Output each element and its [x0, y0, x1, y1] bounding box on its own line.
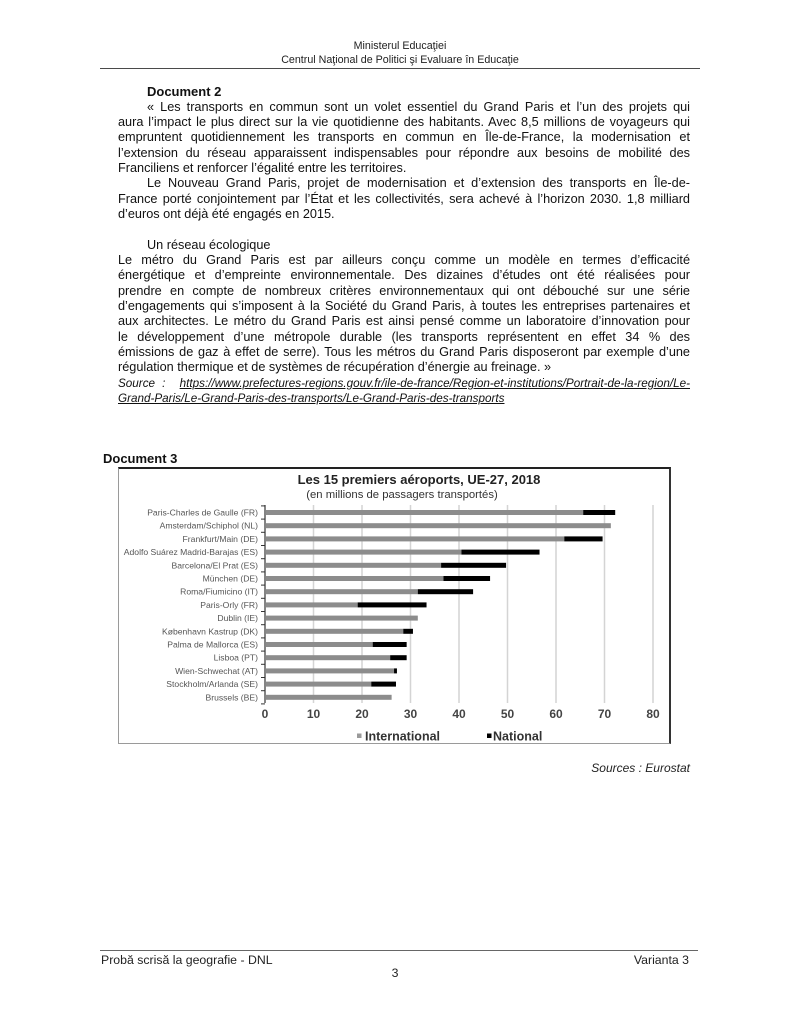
bar-international	[266, 523, 611, 528]
category-label: Lisboa (PT)	[213, 652, 258, 663]
paragraph-2	[118, 176, 690, 222]
category-label: Paris-Charles de Gaulle (FR)	[147, 507, 258, 518]
text-line: aux architectes. Le métro du Grand Paris est ainsi pensé comme un laboratoire d’innovation pour	[118, 314, 690, 329]
bar-national	[403, 629, 413, 634]
source-line	[118, 376, 690, 391]
document-2	[118, 84, 690, 406]
airports-bar-chart	[118, 467, 671, 744]
bar-international	[266, 510, 583, 515]
category-label: Barcelona/El Prat (ES)	[171, 560, 258, 571]
footer-variant: Varianta 3	[633, 953, 689, 967]
bar-international	[266, 616, 418, 621]
source-link-continued[interactable]: Grand-Paris/Le-Grand-Paris-des-transports/Le-Grand-Paris-des-transports	[118, 392, 505, 406]
bar-national	[418, 589, 473, 594]
category-label: Amsterdam/Schiphol (NL)	[159, 520, 258, 531]
x-tick-label: 50	[500, 707, 515, 721]
chart-subtitle: (en millions de passagers transportés)	[306, 489, 498, 501]
bar-national	[564, 536, 602, 541]
legend-label-national: National	[493, 729, 543, 744]
text-line: le développement d’une métropole durable (les transports représentent en effet 34 % des	[118, 329, 690, 344]
text-line: d’euros ont déjà été engagés en 2015.	[118, 207, 335, 222]
legend-swatch-national	[487, 734, 492, 739]
bar-international	[266, 563, 441, 568]
legend-label-international: International	[365, 729, 441, 744]
bar-international	[266, 576, 444, 581]
text-line: émissions de gaz à effet de serre). Tous les métros du Grand Paris disposeront par exemple d’une	[118, 345, 690, 360]
bar-national	[390, 655, 406, 660]
header-center: Centrul Naţional de Politici şi Evaluare în Educaţie	[281, 54, 519, 66]
bar-international	[266, 589, 418, 594]
bar-national	[373, 642, 407, 647]
text-line: Franciliens et renforcer l’égalité entre les territoires.	[118, 161, 407, 176]
blank-line	[118, 222, 690, 237]
category-label: Paris-Orly (FR)	[200, 599, 258, 610]
bar-international	[266, 695, 392, 700]
x-tick-label: 70	[597, 707, 612, 721]
bar-national	[371, 682, 396, 687]
bar-international	[266, 682, 371, 687]
text-line: prendre en compte de nombreux critères environnementaux qui ont débouché sur une série	[118, 283, 690, 298]
chart-title: Les 15 premiers aéroports, UE-27, 2018	[297, 472, 541, 487]
chart-source: Sources : Eurostat	[591, 761, 690, 775]
header-ministry: Ministerul Educaţiei	[353, 40, 447, 52]
bar-international	[266, 602, 358, 607]
category-label: Roma/Fiumicino (IT)	[180, 586, 258, 597]
x-tick-label: 0	[261, 707, 269, 721]
text-line: énergétique et d’empreinte environnementale. Des dizaines d’études ont été réalisées pour	[118, 268, 690, 283]
x-tick-label: 10	[306, 707, 321, 721]
document-3-title: Document 3	[103, 451, 178, 466]
bar-national	[394, 668, 397, 673]
category-label: København Kastrup (DK)	[161, 626, 258, 637]
text-line: d’engagements qui s’imposent à la Société du Grand Paris, à toutes les entreprises partenaires et	[118, 299, 690, 314]
header-divider	[100, 68, 700, 69]
text-line: Le Nouveau Grand Paris, projet de modernisation et d’extension des transports en Île-de-	[147, 176, 690, 191]
x-tick-label: 30	[403, 707, 418, 721]
category-label: München (DE)	[202, 573, 258, 584]
bar-national	[583, 510, 615, 515]
category-label: Stockholm/Arlanda (SE)	[166, 679, 258, 690]
text-line: Le métro du Grand Paris est par ailleurs conçu comme un modèle en termes d’efficacité	[118, 253, 690, 268]
source-link[interactable]: https://www.prefectures-regions.gouv.fr/ile-de-france/Region-et-institutions/Portrait-de-la-region/Le-	[179, 376, 690, 390]
paragraph-3	[118, 253, 690, 376]
page-number: 3	[391, 966, 399, 980]
x-tick-label: 80	[646, 707, 660, 721]
source-label: Source :	[118, 376, 166, 390]
bar-international	[266, 668, 394, 673]
text-line: « Les transports en commun sont un volet essentiel du Grand Paris et l’un des projets qui	[147, 99, 690, 114]
category-label: Dublin (IE)	[217, 613, 258, 624]
text-line: régulation thermique et de systèmes de récupération d’énergie au freinage. »	[118, 360, 552, 375]
section-subheading: Un réseau écologique	[147, 237, 271, 252]
footer-exam-title: Probă scrisă la geografie - DNL	[101, 953, 273, 967]
bar-international	[266, 629, 403, 634]
category-label: Palma de Mallorca (ES)	[167, 639, 258, 650]
bar-national	[444, 576, 491, 581]
legend-swatch-international	[357, 734, 362, 739]
x-tick-label: 40	[452, 707, 466, 721]
bar-international	[266, 550, 461, 555]
text-line: l’extension du réseau apparaissent indispensables pour répondre aux besoins de mobilité des	[118, 145, 690, 160]
bar-national	[441, 563, 506, 568]
category-label: Brussels (BE)	[205, 692, 258, 703]
text-line: aura l’impact le plus direct sur la vie quotidienne des habitants. Avec 8,5 millions de voyageurs qui	[118, 114, 690, 129]
bar-international	[266, 642, 373, 647]
category-label: Adolfo Suárez Madrid-Barajas (ES)	[123, 547, 258, 558]
x-tick-label: 60	[549, 707, 563, 721]
bar-national	[358, 602, 427, 607]
paragraph-1	[118, 100, 690, 177]
bar-national	[461, 550, 539, 555]
bar-international	[266, 655, 390, 660]
document-2-title: Document 2	[147, 84, 222, 100]
category-label: Frankfurt/Main (DE)	[182, 533, 258, 544]
x-tick-label: 20	[355, 707, 369, 721]
bar-international	[266, 536, 564, 541]
text-line: empruntent quotidiennement les transports en commun en Île-de-France, la modernisation et	[118, 130, 690, 145]
footer-divider	[100, 950, 698, 951]
source-line	[118, 391, 690, 406]
category-label: Wien-Schwechat (AT)	[175, 665, 258, 676]
text-line: France porté conjointement par l’État et les collectivités, sera achevé à l’horizon 2030. 1,8 milliard	[118, 191, 690, 206]
